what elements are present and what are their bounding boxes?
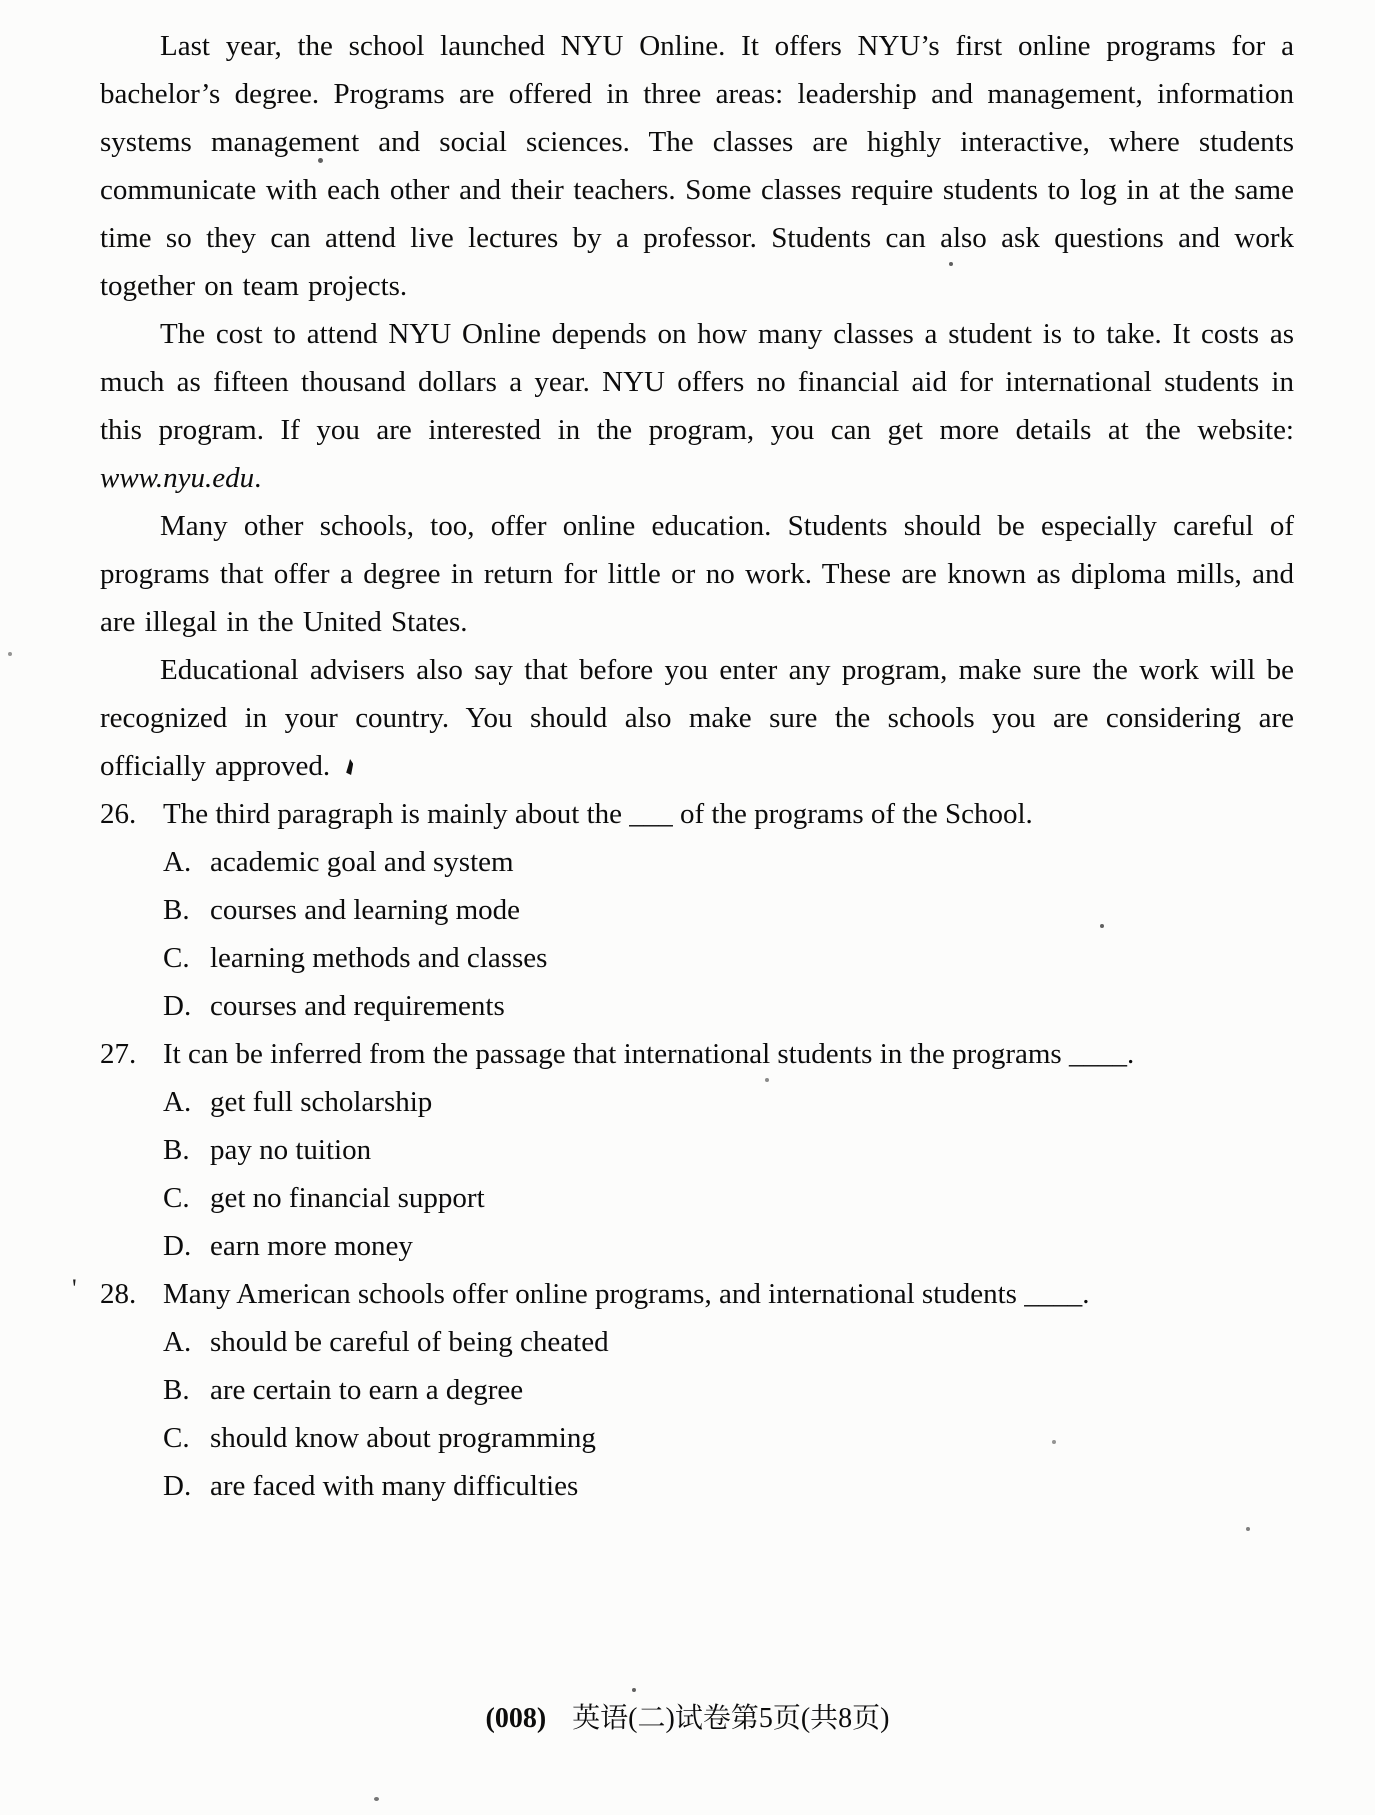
page-footer xyxy=(0,1702,1375,1736)
option-text: get full scholarship xyxy=(210,1086,433,1118)
option-text: pay no tuition xyxy=(210,1134,372,1166)
option-row xyxy=(100,1366,1294,1414)
option-row xyxy=(100,838,1294,886)
question-stem: The third paragraph is mainly about the ___ of the programs of the School. xyxy=(163,798,1033,830)
paragraph-text: . xyxy=(254,462,262,494)
option-label: D. xyxy=(163,1470,192,1502)
scan-speck xyxy=(949,262,953,266)
option-text: should be careful of being cheated xyxy=(210,1326,609,1358)
option-label: B. xyxy=(163,1374,190,1406)
stray-apostrophe-artifact: ' xyxy=(72,1274,77,1303)
page-content xyxy=(100,22,1294,1510)
passage-paragraph-1 xyxy=(100,22,1294,310)
paragraph-text: Educational advisers also say that before you enter any program, make sure the work will be recognized in your country. You should also make sure the schools you are considering are officially approved. xyxy=(100,654,1294,782)
question-number: 26. xyxy=(100,798,137,830)
scan-speck xyxy=(1246,1527,1250,1531)
paragraph-text: Many other schools, too, offer online education. Students should be especially careful of programs that offer a degree in return for little or no work. These are known as diploma mills, and are illegal in the United States. xyxy=(100,510,1294,638)
footer-text: 英语(二)试卷第5页(共8页) xyxy=(572,1703,890,1734)
option-text: are faced with many difficulties xyxy=(210,1470,579,1502)
option-label: C. xyxy=(163,1182,190,1214)
option-row xyxy=(100,1174,1294,1222)
option-label: A. xyxy=(163,1326,192,1358)
scan-speck xyxy=(1052,1440,1056,1444)
option-label: B. xyxy=(163,1134,190,1166)
question-stem: Many American schools offer online programs, and international students ____. xyxy=(163,1278,1090,1310)
option-label: A. xyxy=(163,1086,192,1118)
option-text: earn more money xyxy=(210,1230,413,1262)
option-text: learning methods and classes xyxy=(210,942,548,974)
paper-code: (008) xyxy=(485,1703,547,1734)
option-text: academic goal and system xyxy=(210,846,514,878)
option-label: D. xyxy=(163,990,192,1022)
paragraph-text: Last year, the school launched NYU Online. It offers NYU’s first online programs for a bachelor’s degree. Programs are offered in three areas: leadership and management, information systems management and social sciences. The classes are highly interactive, where students communicate with each other and their teachers. Some classes require students to log in at the same time so they can attend live lectures by a professor. Students can also ask questions and work together on team projects. xyxy=(100,30,1294,302)
option-row xyxy=(100,1078,1294,1126)
option-label: C. xyxy=(163,1422,190,1454)
option-row xyxy=(100,1462,1294,1510)
reading-passage xyxy=(100,22,1294,790)
option-label: C. xyxy=(163,942,190,974)
question-stem: It can be inferred from the passage that international students in the programs ____. xyxy=(163,1038,1135,1070)
question-27 xyxy=(100,1030,1294,1270)
option-text: are certain to earn a degree xyxy=(210,1374,524,1406)
website-link: www.nyu.edu xyxy=(100,462,255,494)
question-26 xyxy=(100,790,1294,1030)
option-row xyxy=(100,1318,1294,1366)
option-row xyxy=(100,1126,1294,1174)
option-label: B. xyxy=(163,894,190,926)
option-row xyxy=(100,982,1294,1030)
question-number: 28. xyxy=(100,1278,137,1310)
option-row xyxy=(100,1414,1294,1462)
question-28 xyxy=(100,1270,1294,1510)
option-text: courses and requirements xyxy=(210,990,505,1022)
option-row xyxy=(100,1222,1294,1270)
scan-speck xyxy=(1100,924,1104,928)
option-label: D. xyxy=(163,1230,192,1262)
passage-paragraph-4 xyxy=(100,646,1294,790)
scan-speck xyxy=(632,1688,636,1692)
question-number: 27. xyxy=(100,1038,137,1070)
ink-blot-artifact xyxy=(346,759,353,775)
scan-speck xyxy=(765,1078,769,1082)
passage-paragraph-3 xyxy=(100,502,1294,646)
option-row xyxy=(100,934,1294,982)
option-text: should know about programming xyxy=(210,1422,596,1454)
scan-speck xyxy=(8,652,12,656)
scan-speck xyxy=(374,1797,379,1801)
paragraph-text: The cost to attend NYU Online depends on how many classes a student is to take. It costs as much as fifteen thousand dollars a year. NYU offers no financial aid for international students in this program. If you are interested in the program, you can get more details at the website: xyxy=(100,318,1294,446)
option-text: courses and learning mode xyxy=(210,894,521,926)
option-row xyxy=(100,886,1294,934)
scan-speck xyxy=(318,158,323,163)
option-label: A. xyxy=(163,846,192,878)
option-text: get no financial support xyxy=(210,1182,485,1214)
passage-paragraph-2 xyxy=(100,310,1294,502)
